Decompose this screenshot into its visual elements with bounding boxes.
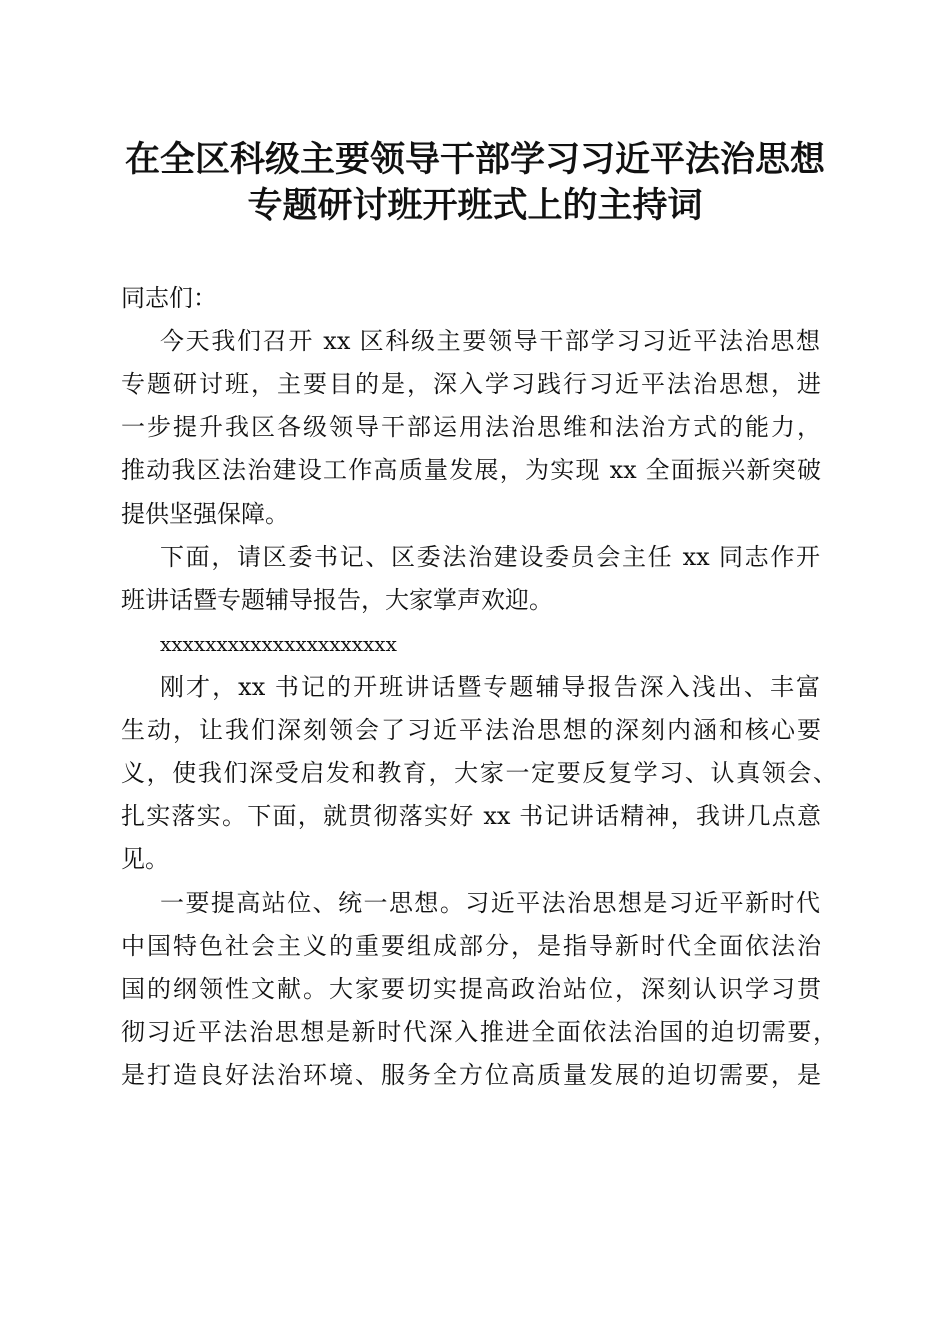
body-line: 今天我们召开 xx 区科级主要领导干部学习习近平法治思想 <box>160 327 820 355</box>
body-line: 一步提升我区各级领导干部运用法治思维和法治方式的能力， <box>121 413 821 441</box>
body-line: 是打造良好法治环境、服务全方位高质量发展的迫切需要，是 <box>121 1061 821 1089</box>
document-title-line-2: 专题研讨班开班式上的主持词 <box>247 185 703 226</box>
body-line: 推动我区法治建设工作高质量发展，为实现 xx 全面振兴新突破 <box>121 456 821 484</box>
body-line: 下面，请区委书记、区委法治建设委员会主任 xx 同志作开 <box>160 543 820 571</box>
body-line: 义，使我们深受启发和教育，大家一定要反复学习、认真领会、 <box>121 759 837 787</box>
body-line: 专题研讨班，主要目的是，深入学习践行习近平法治思想，进 <box>121 370 821 398</box>
body-line: 提供坚强保障。 <box>121 500 289 528</box>
body-line: 见。 <box>121 845 169 873</box>
body-line: 班讲话暨专题辅导报告，大家掌声欢迎。 <box>121 586 553 614</box>
body-line: 中国特色社会主义的重要组成部分，是指导新时代全面依法治 <box>121 932 821 960</box>
body-line: 生动，让我们深刻领会了习近平法治思想的深刻内涵和核心要 <box>121 716 821 744</box>
placeholder-line: xxxxxxxxxxxxxxxxxxxxx <box>160 632 397 656</box>
body-line: 扎实落实。下面，就贯彻落实好 xx 书记讲话精神，我讲几点意 <box>121 802 821 830</box>
document-title-line-1: 在全区科级主要领导干部学习习近平法治思想 <box>124 139 825 180</box>
body-line: 一要提高站位、统一思想。习近平法治思想是习近平新时代 <box>160 889 820 917</box>
body-line: 彻习近平法治思想是新时代深入推进全面依法治国的迫切需要， <box>121 1018 837 1046</box>
body-line: 刚才，xx 书记的开班讲话暨专题辅导报告深入浅出、丰富 <box>160 673 820 701</box>
salutation: 同志们： <box>121 284 217 312</box>
body-line: 国的纲领性文献。大家要切实提高政治站位，深刻认识学习贯 <box>121 975 821 1003</box>
